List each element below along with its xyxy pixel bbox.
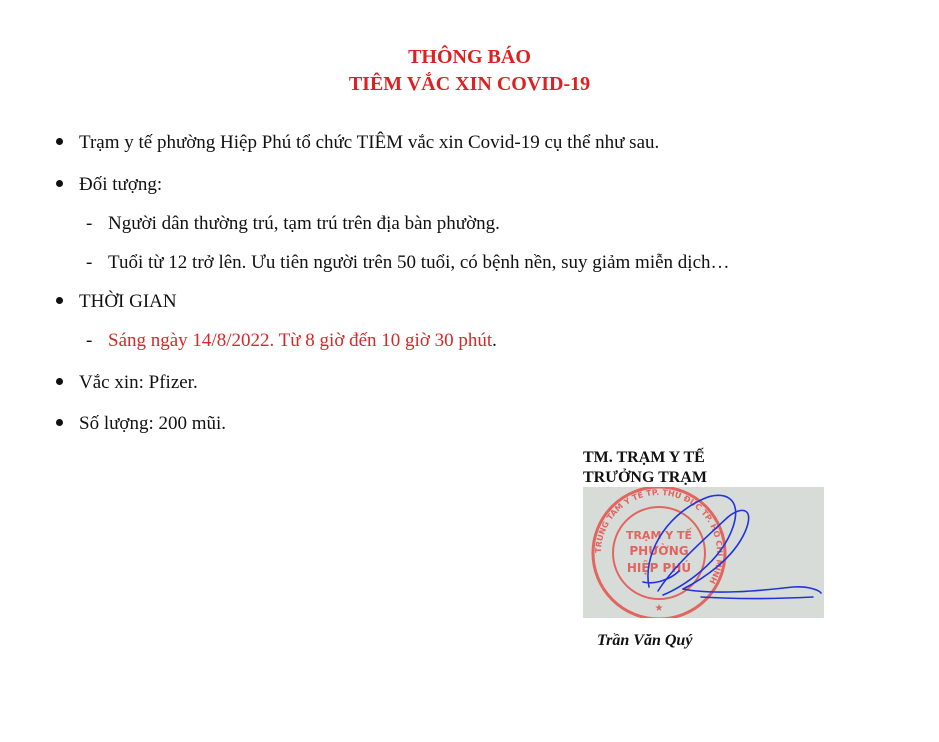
- intro-text: Trạm y tế phường Hiệp Phú tổ chức TIÊM vắc xin Covid-19 cụ thể như sau.: [79, 132, 660, 153]
- signer-name: Trần Văn Quý: [597, 632, 693, 649]
- title-line-1: THÔNG BÁO: [408, 46, 531, 68]
- target-heading: Đối tượng:: [79, 174, 163, 195]
- bullet-icon: [56, 297, 63, 304]
- stamp-and-signature-image: [583, 487, 824, 618]
- dash-icon: -: [86, 330, 93, 351]
- time-heading: THỜI GIAN: [79, 291, 177, 312]
- signature-org-line-2: TRƯỞNG TRẠM: [583, 469, 707, 486]
- vaccine-text: Vắc xin: Pfizer.: [79, 372, 198, 393]
- list-item-quantity: [56, 412, 226, 436]
- title-line-2: TIÊM VẮC XIN COVID-19: [348, 73, 591, 95]
- list-item-intro: [56, 131, 659, 155]
- signature-org-line-1: TM. TRẠM Y TẾ: [583, 449, 705, 466]
- sub-item-target-1: [86, 212, 500, 236]
- bullet-icon: [56, 378, 63, 385]
- sub-item-time: [86, 329, 497, 353]
- bullet-icon: [56, 419, 63, 426]
- time-period: .: [492, 330, 497, 351]
- dash-icon: -: [86, 213, 93, 234]
- time-detail: Sáng ngày 14/8/2022. Từ 8 giờ đến 10 giờ 30 phút: [108, 330, 493, 351]
- bullet-icon: [56, 138, 63, 145]
- stamp-outer-text: TRUNG TÂM Y TẾ TP. THỦ ĐỨC TP. HỒ CHÍ MINH: [593, 487, 725, 586]
- sub-item-target-2: [86, 251, 730, 275]
- dash-icon: -: [86, 252, 93, 273]
- official-stamp: [583, 487, 824, 618]
- target-1-text: Người dân thường trú, tạm trú trên địa bàn phường.: [108, 213, 500, 234]
- bullet-icon: [56, 180, 63, 187]
- list-item-time: [56, 290, 177, 314]
- svg-text:★: ★: [654, 603, 664, 614]
- quantity-text: Số lượng: 200 mũi.: [79, 413, 227, 434]
- target-2-text: Tuổi từ 12 trở lên. Ưu tiên người trên 50 tuổi, có bệnh nền, suy giảm miễn dịch…: [108, 252, 730, 273]
- list-item-target: [56, 173, 162, 197]
- stamp-line-1: TRẠM Y TẾ: [625, 529, 693, 542]
- list-item-vaccine: [56, 371, 198, 395]
- stamp-line-3: HIỆP PHÚ: [626, 561, 692, 575]
- stamp-line-2: PHƯỜNG: [629, 544, 689, 558]
